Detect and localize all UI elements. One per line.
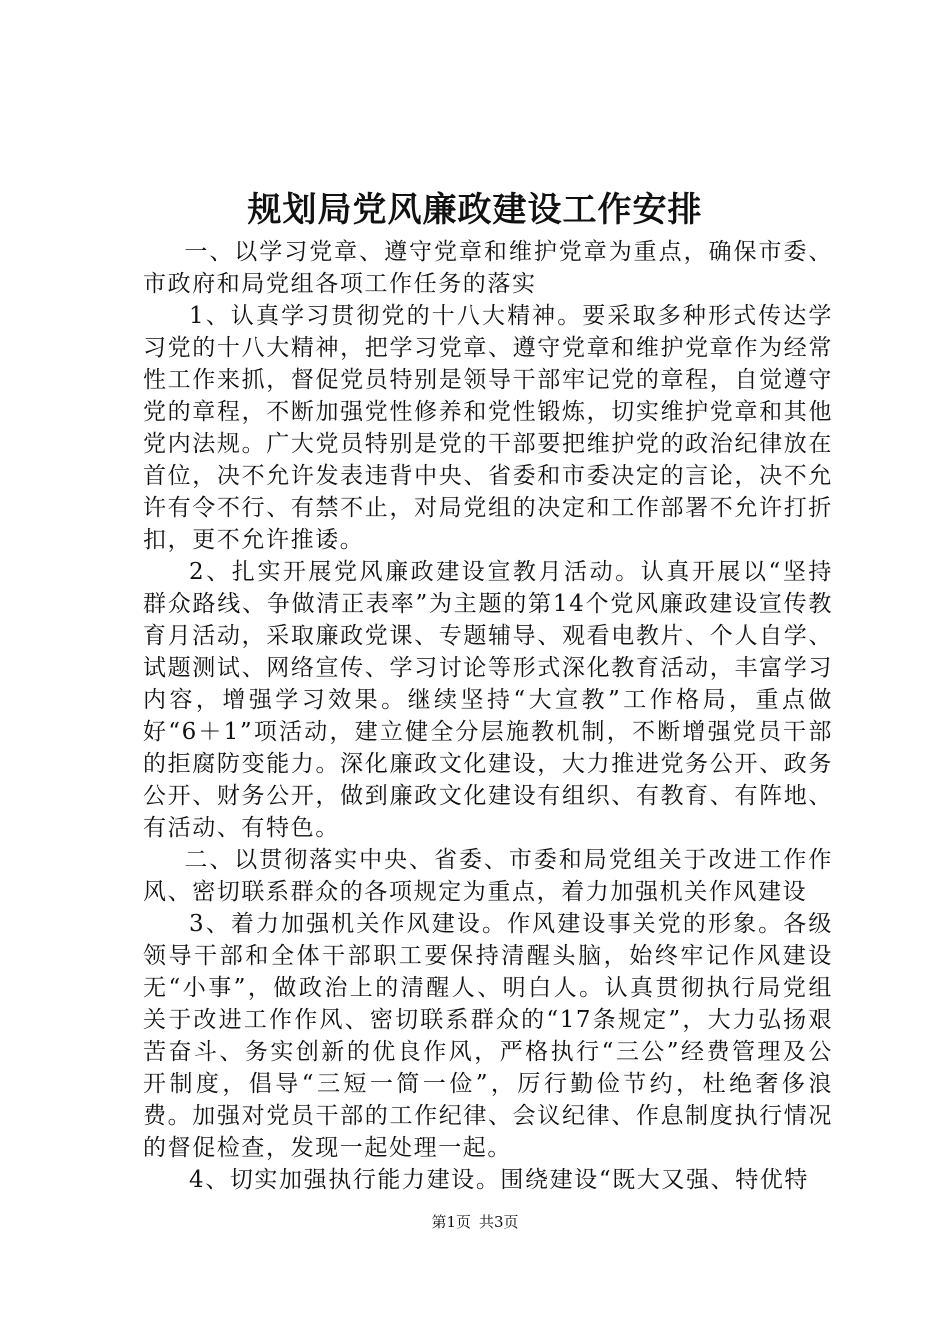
document-title: 规划局党风廉政建设工作安排 [247,190,703,230]
page-number: 第1页 [431,1213,471,1231]
section-heading-1: 一、以学习党章、遵守党章和维护党章为重点，确保市委、市政府和局党组各项工作任务的落实 [143,239,833,297]
paragraph-item-2: 2、扎实开展党风廉政建设宣教月活动。认真开展以“坚持群众路线、争做清正表率”为主题的第14个党风廉政建设宣传教育月活动，采取廉政党课、专题辅导、观看电教片、个人自学、试题测试、网络宣传、学习讨论等形式深化教育活动，丰富学习内容，增强学习效果。继续坚持“大宣教”工作格局，重点做好“6＋1”项活动，建立健全分层施教机制，不断增强党员干部的拒腐防变能力。深化廉政文化建设，大力推进党务公开、政务公开、财务公开，做到廉政文化建设有组织、有教育、有阵地、有活动、有特色。 [143,559,833,841]
document-body [143,236,833,1196]
section-heading-2: 二、以贯彻落实中央、省委、市委和局党组关于改进工作作风、密切联系群众的各项规定为重点，着力加强机关作风建设 [143,847,833,905]
page-total: 共3页 [479,1213,519,1231]
paragraph-item-4: 4、切实加强执行能力建设。围绕建设“既大又强、特优特 [189,1167,809,1193]
paragraph-item-1: 1、认真学习贯彻党的十八大精神。要采取多种形式传达学习党的十八大精神，把学习党章、遵守党章和维护党章作为经常性工作来抓，督促党员特别是领导干部牢记党的章程，自觉遵守党的章程，不断加强党性修养和党性锻炼，切实维护党章和其他党内法规。广大党员特别是党的干部要把维护党的政治纪律放在首位，决不允许发表违背中央、省委和市委决定的言论，决不允许有令不行、有禁不止，对局党组的决定和工作部署不允许打折扣，更不允许推诿。 [143,303,833,553]
paragraph-item-3: 3、着力加强机关作风建设。作风建设事关党的形象。各级领导干部和全体干部职工要保持清醒头脑，始终牢记作风建设无“小事”，做政治上的清醒人、明白人。认真贯彻执行局党组关于改进工作作风、密切联系群众的“17条规定”，大力弘扬艰苦奋斗、务实创新的优良作风，严格执行“三公”经费管理及公开制度，倡导“三短一简一俭”，厉行勤俭节约，杜绝奢侈浪费。加强对党员干部的工作纪律、会议纪律、作息制度执行情况的督促检查，发现一起处理一起。 [143,911,833,1161]
page-footer [0,1212,950,1232]
